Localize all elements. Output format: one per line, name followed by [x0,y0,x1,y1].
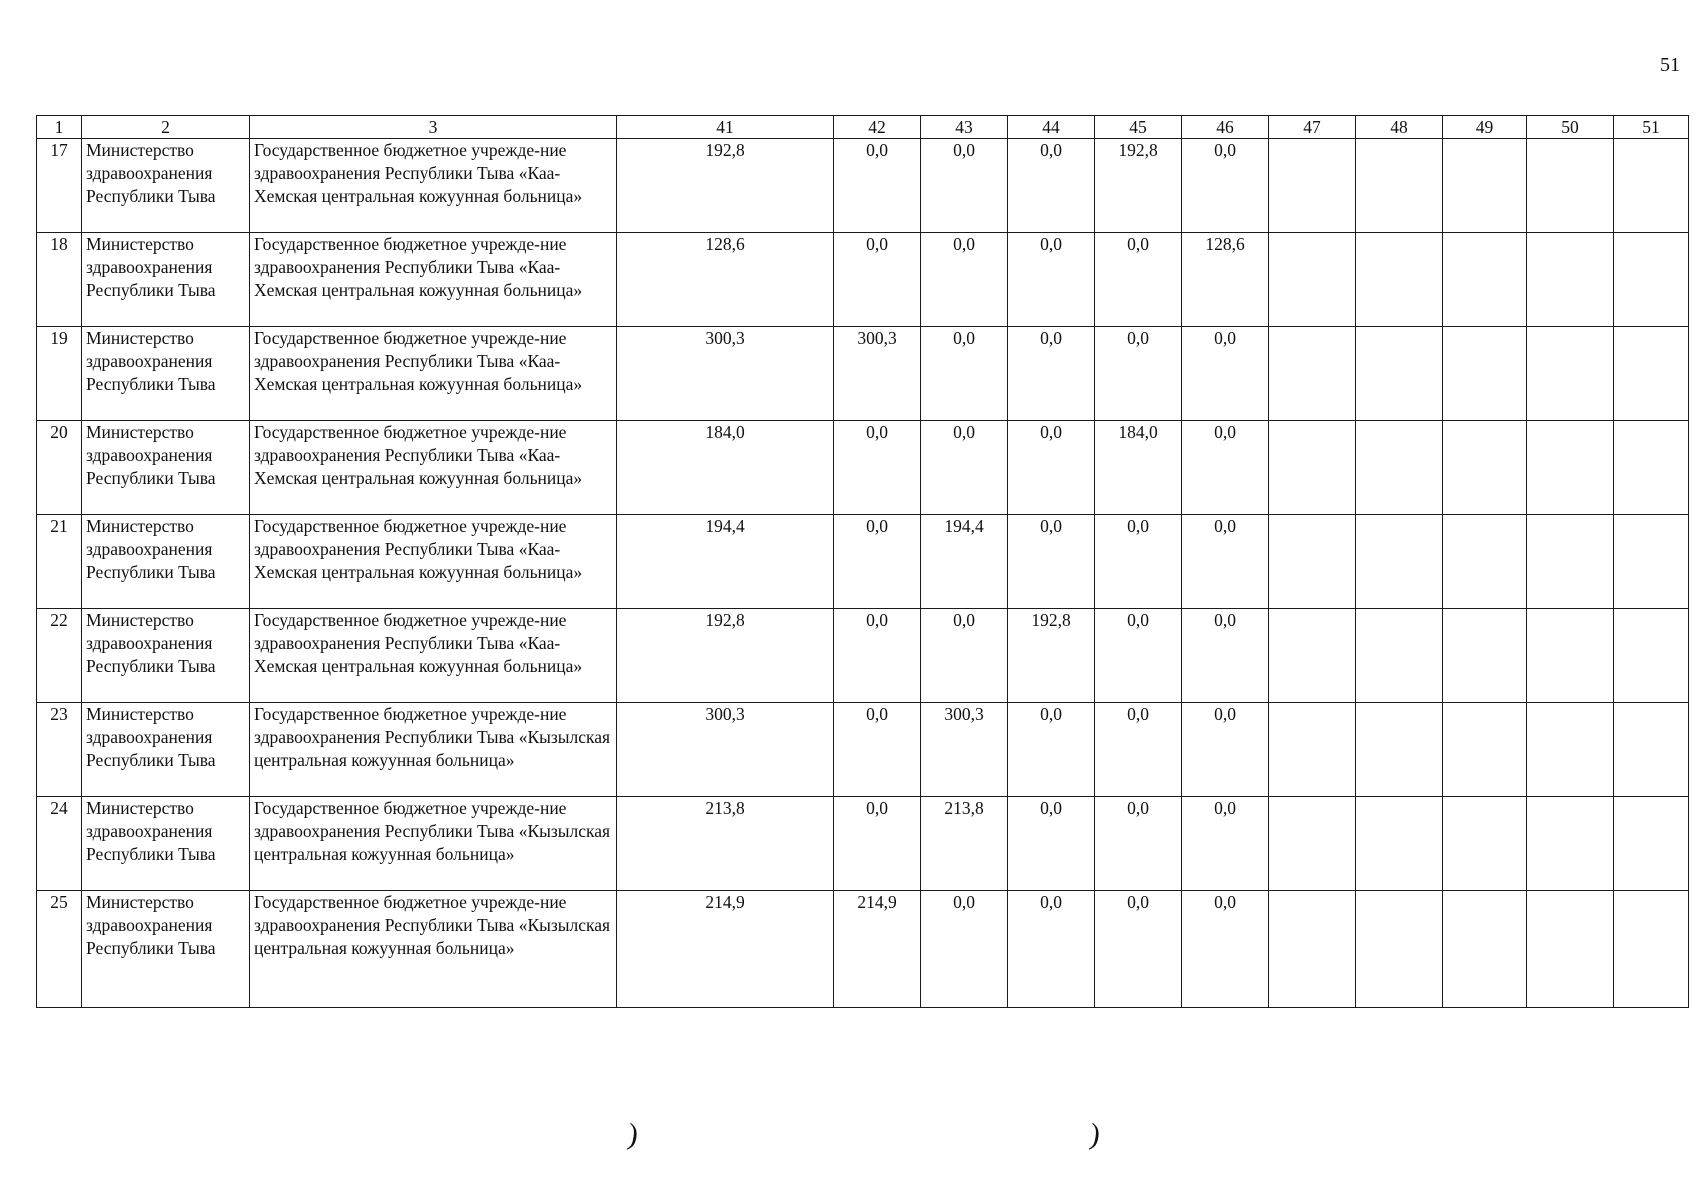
value-cell-col-8: 0,0 [1095,703,1182,797]
value-cell-col-14 [1614,139,1689,233]
row-number-cell: 20 [37,421,82,515]
value-cell-col-10 [1269,891,1356,1008]
column-header-11: 48 [1356,116,1443,139]
value-cell-col-14 [1614,421,1689,515]
row-number-cell: 18 [37,233,82,327]
table-row [37,609,1689,703]
value-cell-col-7: 0,0 [1008,515,1095,609]
value-cell-col-13 [1527,703,1614,797]
value-cell-col-9: 0,0 [1182,891,1269,1008]
value-cell-col-5: 300,3 [834,327,921,421]
value-cell-col-12 [1443,609,1527,703]
institution-cell: Государственное бюджетное учрежде-ние здравоохранения Республики Тыва «Кызылская центральная кожуунная больница» [250,797,617,891]
column-header-10: 47 [1269,116,1356,139]
value-cell-col-13 [1527,891,1614,1008]
budget-table [36,115,1689,1008]
value-cell-col-8: 0,0 [1095,797,1182,891]
column-header-8: 45 [1095,116,1182,139]
institution-cell: Государственное бюджетное учрежде-ние здравоохранения Республики Тыва «Кызылская центральная кожуунная больница» [250,703,617,797]
value-cell-col-6: 0,0 [921,609,1008,703]
value-cell-col-9: 0,0 [1182,515,1269,609]
value-cell-col-5: 0,0 [834,609,921,703]
row-number-cell: 21 [37,515,82,609]
row-number-cell: 19 [37,327,82,421]
value-cell-col-6: 194,4 [921,515,1008,609]
value-cell-col-6: 213,8 [921,797,1008,891]
table-row [37,139,1689,233]
value-cell-col-5: 0,0 [834,703,921,797]
agency-cell: Министерство здравоохранения Республики Тыва [82,139,250,233]
value-cell-col-4: 300,3 [617,327,834,421]
value-cell-col-13 [1527,515,1614,609]
value-cell-col-9: 0,0 [1182,797,1269,891]
value-cell-col-12 [1443,327,1527,421]
table-row [37,515,1689,609]
value-cell-col-7: 0,0 [1008,327,1095,421]
table-row [37,233,1689,327]
table-row [37,421,1689,515]
value-cell-col-11 [1356,609,1443,703]
value-cell-col-5: 0,0 [834,515,921,609]
table-row [37,327,1689,421]
value-cell-col-9: 0,0 [1182,609,1269,703]
budget-table-container [36,115,1689,1008]
value-cell-col-10 [1269,797,1356,891]
institution-cell: Государственное бюджетное учрежде-ние здравоохранения Республики Тыва «Каа-Хемская центральная кожуунная больница» [250,609,617,703]
institution-cell: Государственное бюджетное учрежде-ние здравоохранения Республики Тыва «Каа-Хемская центральная кожуунная больница» [250,515,617,609]
value-cell-col-11 [1356,797,1443,891]
agency-cell: Министерство здравоохранения Республики Тыва [82,609,250,703]
institution-cell: Государственное бюджетное учрежде-ние здравоохранения Республики Тыва «Каа-Хемская центральная кожуунная больница» [250,421,617,515]
value-cell-col-10 [1269,421,1356,515]
value-cell-col-10 [1269,139,1356,233]
value-cell-col-6: 0,0 [921,891,1008,1008]
value-cell-col-13 [1527,421,1614,515]
table-header [37,116,1689,139]
value-cell-col-7: 0,0 [1008,139,1095,233]
value-cell-col-12 [1443,233,1527,327]
column-header-14: 51 [1614,116,1689,139]
agency-cell: Министерство здравоохранения Республики Тыва [82,421,250,515]
value-cell-col-14 [1614,891,1689,1008]
value-cell-col-8: 0,0 [1095,609,1182,703]
value-cell-col-14 [1614,327,1689,421]
value-cell-col-11 [1356,703,1443,797]
value-cell-col-11 [1356,139,1443,233]
value-cell-col-11 [1356,327,1443,421]
value-cell-col-7: 192,8 [1008,609,1095,703]
value-cell-col-10 [1269,515,1356,609]
value-cell-col-4: 192,8 [617,609,834,703]
value-cell-col-7: 0,0 [1008,233,1095,327]
agency-cell: Министерство здравоохранения Республики Тыва [82,327,250,421]
column-header-13: 50 [1527,116,1614,139]
value-cell-col-8: 184,0 [1095,421,1182,515]
column-header-7: 44 [1008,116,1095,139]
value-cell-col-13 [1527,233,1614,327]
value-cell-col-10 [1269,703,1356,797]
agency-cell: Министерство здравоохранения Республики Тыва [82,233,250,327]
value-cell-col-12 [1443,139,1527,233]
value-cell-col-14 [1614,797,1689,891]
column-header-2: 2 [82,116,250,139]
value-cell-col-10 [1269,609,1356,703]
value-cell-col-11 [1356,891,1443,1008]
value-cell-col-10 [1269,327,1356,421]
value-cell-col-11 [1356,515,1443,609]
value-cell-col-4: 194,4 [617,515,834,609]
value-cell-col-9: 0,0 [1182,703,1269,797]
column-header-5: 42 [834,116,921,139]
agency-cell: Министерство здравоохранения Республики Тыва [82,891,250,1008]
value-cell-col-4: 128,6 [617,233,834,327]
value-cell-col-5: 0,0 [834,139,921,233]
row-number-cell: 22 [37,609,82,703]
margin-mark-left: ) [625,1117,641,1152]
row-number-cell: 24 [37,797,82,891]
value-cell-col-7: 0,0 [1008,703,1095,797]
value-cell-col-6: 300,3 [921,703,1008,797]
value-cell-col-4: 192,8 [617,139,834,233]
column-header-4: 41 [617,116,834,139]
value-cell-col-12 [1443,703,1527,797]
agency-cell: Министерство здравоохранения Республики Тыва [82,515,250,609]
value-cell-col-5: 214,9 [834,891,921,1008]
value-cell-col-6: 0,0 [921,327,1008,421]
value-cell-col-14 [1614,609,1689,703]
value-cell-col-4: 184,0 [617,421,834,515]
value-cell-col-8: 0,0 [1095,233,1182,327]
value-cell-col-13 [1527,327,1614,421]
value-cell-col-14 [1614,703,1689,797]
value-cell-col-13 [1527,609,1614,703]
institution-cell: Государственное бюджетное учрежде-ние здравоохранения Республики Тыва «Каа-Хемская центральная кожуунная больница» [250,139,617,233]
value-cell-col-9: 0,0 [1182,421,1269,515]
value-cell-col-7: 0,0 [1008,797,1095,891]
value-cell-col-12 [1443,891,1527,1008]
row-number-cell: 17 [37,139,82,233]
value-cell-col-10 [1269,233,1356,327]
column-header-9: 46 [1182,116,1269,139]
table-body [37,139,1689,1008]
column-header-12: 49 [1443,116,1527,139]
value-cell-col-6: 0,0 [921,421,1008,515]
value-cell-col-9: 0,0 [1182,327,1269,421]
value-cell-col-7: 0,0 [1008,891,1095,1008]
row-number-cell: 25 [37,891,82,1008]
page-number: 51 [1660,54,1680,76]
value-cell-col-11 [1356,421,1443,515]
value-cell-col-11 [1356,233,1443,327]
value-cell-col-14 [1614,233,1689,327]
value-cell-col-6: 0,0 [921,233,1008,327]
column-header-3: 3 [250,116,617,139]
value-cell-col-8: 0,0 [1095,515,1182,609]
value-cell-col-4: 214,9 [617,891,834,1008]
margin-mark-right: ) [1087,1117,1103,1152]
value-cell-col-6: 0,0 [921,139,1008,233]
table-row [37,797,1689,891]
value-cell-col-4: 213,8 [617,797,834,891]
value-cell-col-9: 0,0 [1182,139,1269,233]
institution-cell: Государственное бюджетное учрежде-ние здравоохранения Республики Тыва «Кызылская центральная кожуунная больница» [250,891,617,1008]
value-cell-col-12 [1443,515,1527,609]
column-header-1: 1 [37,116,82,139]
value-cell-col-8: 0,0 [1095,891,1182,1008]
institution-cell: Государственное бюджетное учрежде-ние здравоохранения Республики Тыва «Каа-Хемская центральная кожуунная больница» [250,233,617,327]
table-row [37,891,1689,1008]
value-cell-col-13 [1527,139,1614,233]
agency-cell: Министерство здравоохранения Республики Тыва [82,797,250,891]
value-cell-col-5: 0,0 [834,797,921,891]
table-row [37,703,1689,797]
column-header-6: 43 [921,116,1008,139]
value-cell-col-8: 192,8 [1095,139,1182,233]
value-cell-col-8: 0,0 [1095,327,1182,421]
institution-cell: Государственное бюджетное учрежде-ние здравоохранения Республики Тыва «Каа-Хемская центральная кожуунная больница» [250,327,617,421]
value-cell-col-5: 0,0 [834,233,921,327]
value-cell-col-12 [1443,797,1527,891]
value-cell-col-14 [1614,515,1689,609]
row-number-cell: 23 [37,703,82,797]
value-cell-col-5: 0,0 [834,421,921,515]
value-cell-col-13 [1527,797,1614,891]
agency-cell: Министерство здравоохранения Республики Тыва [82,703,250,797]
value-cell-col-7: 0,0 [1008,421,1095,515]
value-cell-col-4: 300,3 [617,703,834,797]
value-cell-col-12 [1443,421,1527,515]
value-cell-col-9: 128,6 [1182,233,1269,327]
header-row [37,116,1689,139]
